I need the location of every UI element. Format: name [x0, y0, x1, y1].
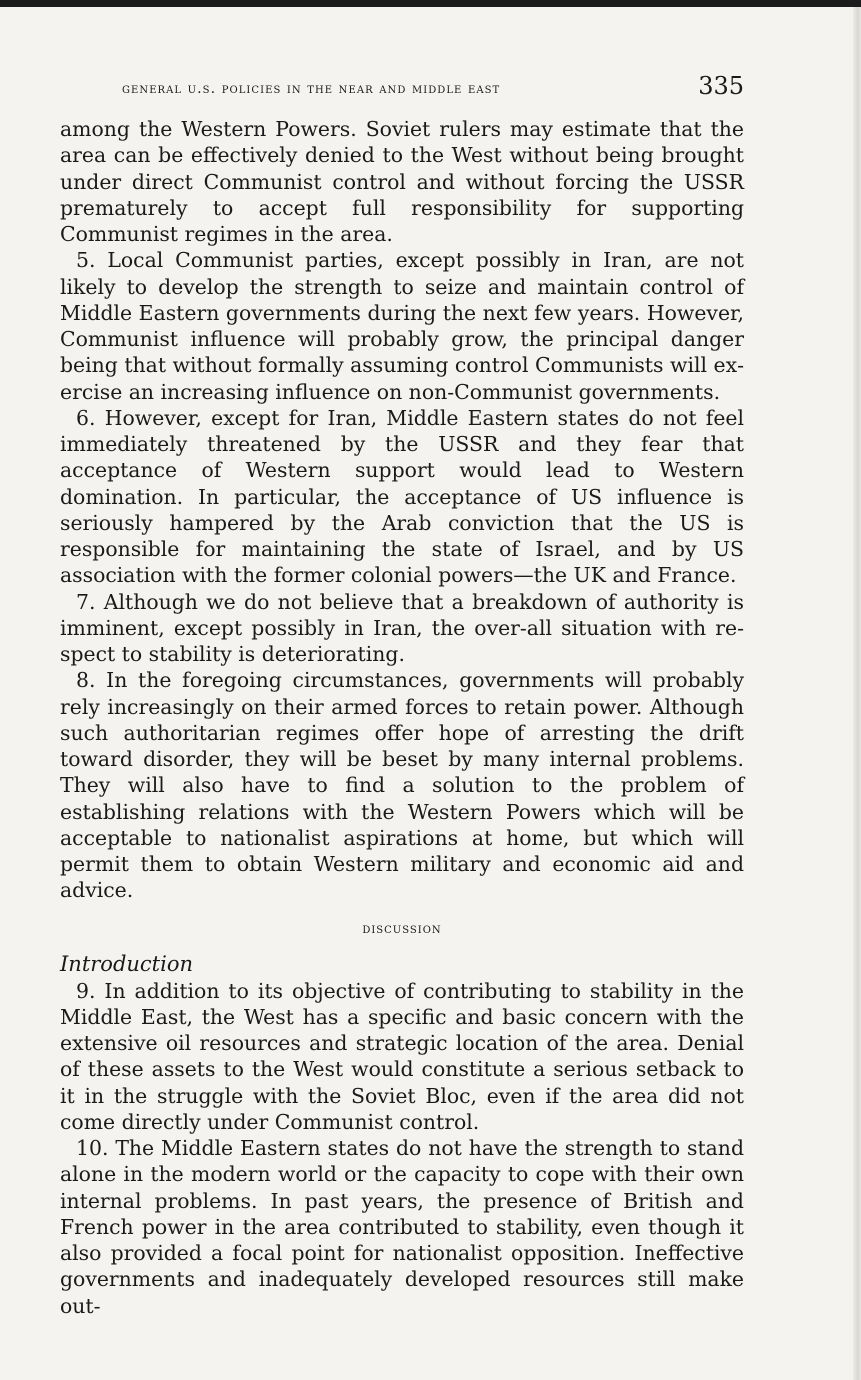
- subheading-introduction: Introduction: [60, 951, 193, 976]
- page-body: [60, 116, 744, 1319]
- paragraph-7: 7. Although we do not believe that a breakdown of authority is imminent, except possibly in Iran, the over-all situation with respect to stability is deteriorating.: [60, 589, 744, 666]
- paragraph-9: 9. In addition to its objective of contributing to stability in the Middle East, the West has a specific and basic concern with the extensive oil resources and strategic location of the area. Denial of these assets to the West would constitute a serious setback to it in the struggle with the Soviet Bloc, even if the area did not come directly under Communist control.: [60, 978, 744, 1134]
- running-head: general u.s. policies in the near and middle east: [122, 81, 501, 97]
- paragraph-continuation: among the Western Powers. Soviet rulers may estimate that the area can be effectively denied to the West without being brought under direct Communist control and without forcing the USSR prematurely to accept full responsibility for supporting Communist regimes in the area.: [60, 117, 744, 246]
- page-number: 335: [698, 72, 744, 100]
- paragraph-10: 10. The Middle Eastern states do not have the strength to stand alone in the modern world or the capacity to cope with their own internal problems. In past years, the presence of British and French power in the area contributed to stability, even though it also provided a focal point for nationalist opposition. Ineffective governments and inadequately developed resources still make out-: [60, 1136, 744, 1318]
- section-title-discussion: discussion: [362, 920, 442, 937]
- page-edge-shadow: [853, 7, 861, 1380]
- paragraph-8: 8. In the foregoing circumstances, governments will probably rely increasingly on their armed forces to retain power. Although such authoritarian regimes offer hope of arresting the drift toward disorder, they will be beset by many internal problems. They will also have to find a solution to the problem of establishing relations with the Western Powers which will be acceptable to nationalist aspirations at home, but which will permit them to obtain Western military and economic aid and advice.: [60, 668, 744, 903]
- paragraph-6: 6. However, except for Iran, Middle Eastern states do not feel immediately threatened by the USSR and they fear that acceptance of Western support would lead to Western domination. In particular, the acceptance of US influence is seriously hampered by the Arab conviction that the US is responsible for maintaining the state of Israel, and by US association with the former colonial powers—the UK and France.: [60, 405, 744, 588]
- top-border-rule: [0, 0, 861, 7]
- page-header: [122, 72, 744, 108]
- paragraph-5: 5. Local Communist parties, except possibly in Iran, are not likely to develop the strength to seize and maintain control of Middle Eastern governments during the next few years. However, Communist influence will probably grow, the principal danger being that without formally assuming control Communists will exercise an increasing influence on non-Communist governments.: [60, 248, 744, 404]
